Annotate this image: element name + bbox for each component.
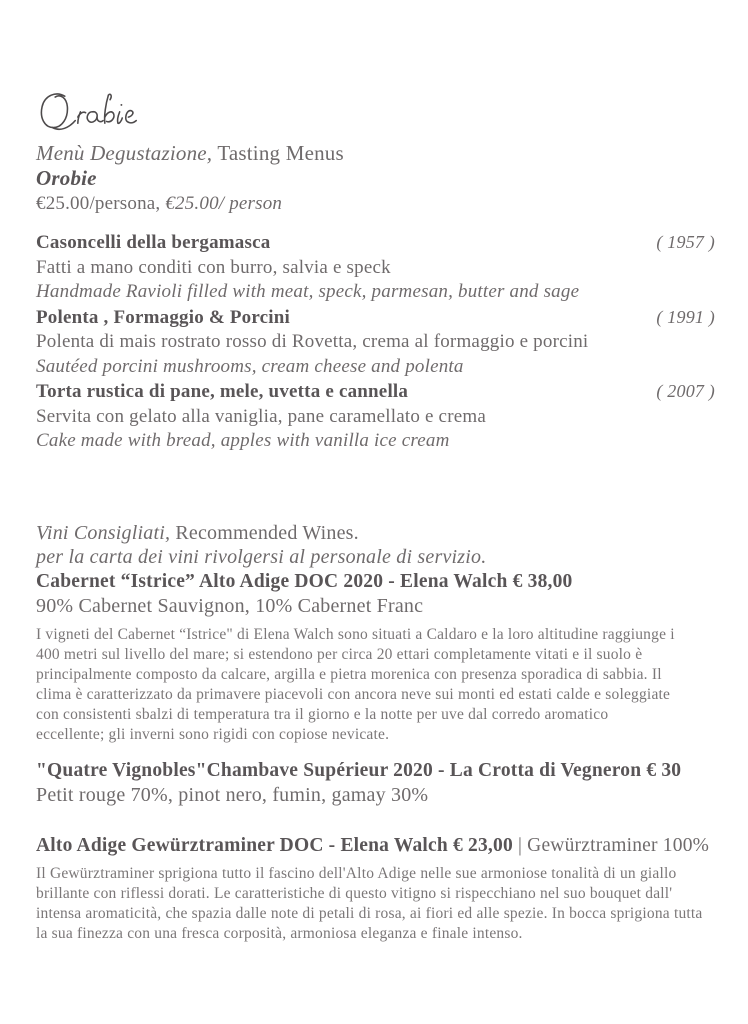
course-description-it: Servita con gelato alla vaniglia, pane caramellato e crema xyxy=(36,405,486,427)
course-description-it: Fatti a mano conditi con burro, salvia e speck xyxy=(36,256,391,278)
course-row xyxy=(36,305,715,331)
logo-container xyxy=(36,0,715,136)
course-row xyxy=(36,230,715,256)
wine-name-bold: Alto Adige Gewürztraminer DOC - Elena Walch € 23,00 xyxy=(36,834,513,856)
menu-price-en: €25.00/ person xyxy=(160,193,283,214)
course-name: Torta rustica di pane, mele, uvetta e cannella xyxy=(36,381,409,402)
menu-price-it: €25.00/persona, xyxy=(36,193,161,214)
course-row xyxy=(36,379,715,405)
wine-item xyxy=(36,759,715,808)
course-list xyxy=(36,230,715,454)
menu-intro xyxy=(36,141,715,216)
wine-name: "Quatre Vignobles"Chambave Supérieur 2020 - La Crotta di Vegneron € 30 xyxy=(36,759,682,781)
tasting-menu-label-en: Tasting Menus xyxy=(212,141,344,165)
wine-name: Cabernet “Istrice” Alto Adige DOC 2020 - Elena Walch € 38,00 xyxy=(36,570,573,592)
wine-item xyxy=(36,570,715,745)
wine-blend: 90% Cabernet Sauvignon, 10% Cabernet Franc xyxy=(36,595,424,617)
course-year: ( 2007 ) xyxy=(656,381,715,401)
course-name: Polenta , Formaggio & Porcini xyxy=(36,306,290,328)
wine-blend: Petit rouge 70%, pinot nero, fumin, gamay 30% xyxy=(36,784,429,806)
wines-section xyxy=(36,521,715,945)
course-item xyxy=(36,305,715,380)
course-name: Casoncelli della bergamasca xyxy=(36,232,271,253)
wine-description: Il Gewürztraminer sprigiona tutto il fascino dell'Alto Adige nelle sue armoniose tonalità di un giallo brillante con riflessi dorati. Le caratteristiche di questo vitigno si rispecchiano nel suo bouquet dall' intensa aromaticità, che spazia dalle note di petali di rosa, ai fiori ed alle spezie. In bocca sprigiona tutta la sua finezza con una fresca corposità, armoniosa eleganza e finale intenso. xyxy=(36,865,703,942)
wines-heading-en: Recommended Wines. xyxy=(170,521,359,544)
wine-name xyxy=(36,834,715,859)
tasting-menu-label-it: Menù Degustazione, xyxy=(36,141,213,165)
tasting-menu-heading xyxy=(36,141,715,166)
wines-note: per la carta dei vini rivolgersi al personale di servizio. xyxy=(36,546,487,568)
menu-price xyxy=(36,191,715,216)
course-description-en: Handmade Ravioli filled with meat, speck, parmesan, butter and sage xyxy=(36,281,580,302)
wine-item xyxy=(36,834,715,945)
course-item xyxy=(36,379,715,454)
menu-name: Orobie xyxy=(36,166,97,190)
course-year: ( 1957 ) xyxy=(656,232,715,252)
wines-heading xyxy=(36,521,715,546)
wine-description: I vigneti del Cabernet “Istrice" di Elena Walch sono situati a Caldaro e la loro altitudine raggiunge i 400 metri sul livello del mare; si estendono per circa 20 ettari completamente vitati e il suolo è principalmente composto da calcare, argilla e pietra morenica con presenza sporadica di sabbia. Il clima è caratterizzato da primavere piacevoli con ancora neve sui monti ed estati calde e soleggiate con consistenti sbalzi di temperatura tra il giorno e la notte per uve dal corredo aromatico eccellente; gli inverni sono rigidi con copiose nevicate. xyxy=(36,625,675,743)
course-description-en: Cake made with bread, apples with vanilla ice cream xyxy=(36,430,450,451)
course-year: ( 1991 ) xyxy=(656,306,715,327)
wine-name-suffix: | Gewürztraminer 100% xyxy=(512,834,710,856)
orobie-script-logo xyxy=(36,86,158,136)
course-item xyxy=(36,230,715,305)
course-description-en: Sautéed porcini mushrooms, cream cheese and polenta xyxy=(36,355,464,377)
wines-heading-it: Vini Consigliati, xyxy=(36,521,171,544)
course-description-it: Polenta di mais rostrato rosso di Rovetta, crema al formaggio e porcini xyxy=(36,331,589,352)
